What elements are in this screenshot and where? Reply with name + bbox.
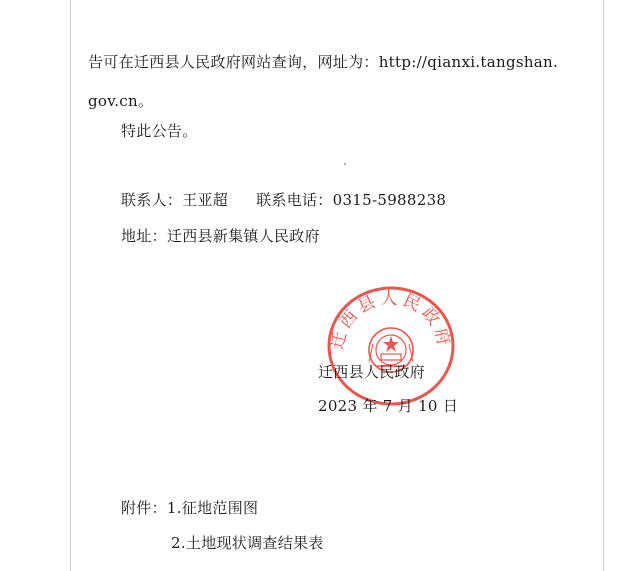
page-edge-right [603, 0, 604, 571]
attachment-2: 2.土地现状调查结果表 [171, 534, 324, 552]
address-line [121, 226, 320, 246]
issue-date: 2023 年 7 月 10 日 [318, 397, 459, 415]
contact-person-label: 联系人： [121, 191, 183, 209]
svg-text:迁西县人民政府 [327, 289, 454, 351]
contact-line [121, 190, 446, 210]
address-label: 地址： [121, 227, 167, 245]
attachment-1: 1.征地范围图 [166, 499, 259, 517]
official-seal-icon [321, 280, 461, 406]
contact-phone: 0315-5988238 [332, 191, 447, 209]
page-edge-left [70, 0, 71, 571]
address: 迁西县新集镇人民政府 [166, 227, 320, 245]
contact-person: 王亚超 [182, 191, 229, 209]
scan-speck [344, 163, 346, 165]
seal-text: 迁西县人民政府 [327, 289, 455, 352]
paragraph-continuation-2: gov.cn。 [88, 92, 154, 110]
paragraph-continuation: 告可在迁西县人民政府网站查询，网址为：http://qianxi.tangshan. [88, 53, 559, 71]
attachment-line-1 [121, 498, 258, 518]
issuer-name: 迁西县人民政府 [318, 363, 426, 381]
contact-phone-label: 联系电话： [256, 191, 333, 209]
attachments-label: 附件： [121, 499, 167, 517]
notice-closing: 特此公告。 [121, 122, 198, 140]
